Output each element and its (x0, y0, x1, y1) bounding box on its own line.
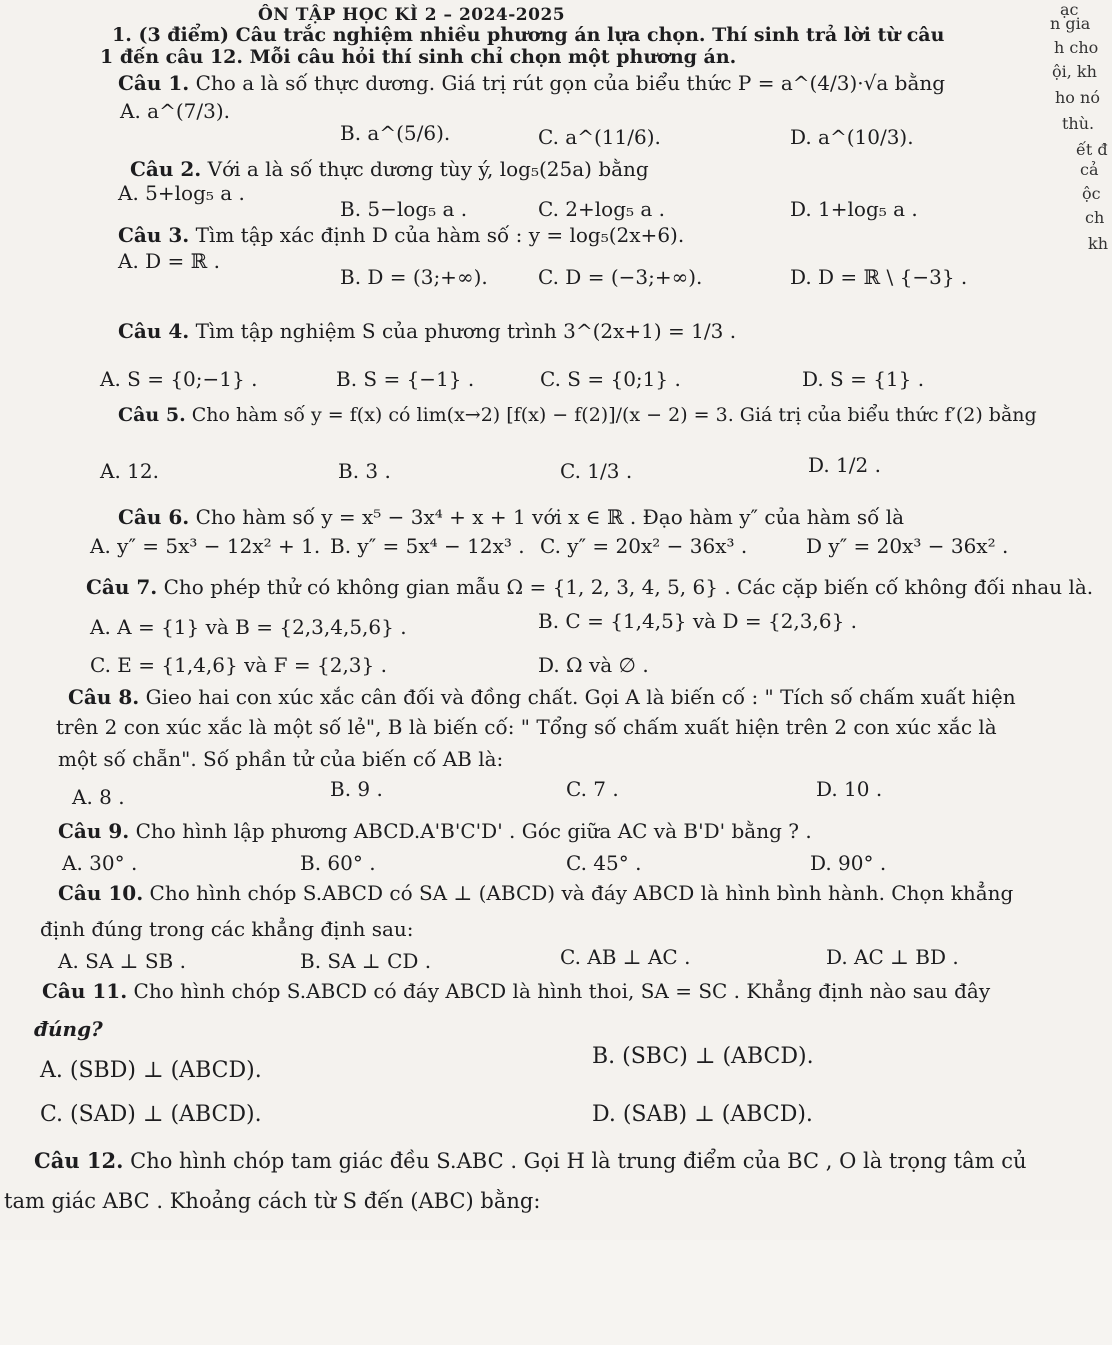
option-c[interactable]: C. (SAD) ⊥ (ABCD). (40, 1102, 262, 1127)
question-number: Câu 1. (118, 71, 190, 95)
option-a[interactable]: A. S = {0;−1} . (100, 367, 258, 391)
option-d[interactable]: D. 1+log₅ a . (790, 197, 918, 221)
option-c[interactable]: C. a^(11/6). (538, 125, 661, 149)
option-d[interactable]: D. (SAB) ⊥ (ABCD). (592, 1102, 813, 1127)
blank-area (0, 1240, 1112, 1345)
part-instructions: 1 đến câu 12. Mỗi câu hỏi thí sinh chỉ chọn một phương án. (100, 46, 737, 68)
question-12 (34, 1148, 1027, 1174)
part-heading: 1. (3 điểm) Câu trắc nghiệm nhiều phương án lựa chọn. Thí sinh trả lời từ câu (112, 24, 945, 46)
option-d[interactable]: D y″ = 20x³ − 36x² . (806, 534, 1009, 558)
question-text: Cho hàm số y = x⁵ − 3x⁴ + x + 1 với x ∈ ℝ . Đạo hàm y″ của hàm số là (195, 505, 905, 529)
question-text: Cho hình lập phương ABCD.A'B'C'D' . Góc giữa AC và B'D' bằng ? . (135, 819, 812, 843)
question-number: Câu 9. (58, 819, 130, 843)
option-b[interactable]: B. C = {1,4,5} và D = {2,3,6} . (538, 609, 858, 633)
option-a[interactable]: A. SA ⊥ SB . (58, 949, 186, 973)
edge-text: kh (1088, 234, 1108, 253)
option-b[interactable]: B. 3 . (338, 459, 391, 483)
option-a[interactable]: A. 30° . (62, 851, 138, 875)
option-d[interactable]: D. D = ℝ \ {−3} . (790, 265, 968, 289)
question-6 (118, 504, 904, 530)
option-b[interactable]: B. y″ = 5x⁴ − 12x³ . (330, 534, 525, 558)
edge-text: n gia (1050, 14, 1091, 33)
option-a[interactable]: A. (SBD) ⊥ (ABCD). (40, 1058, 262, 1083)
option-b[interactable]: B. a^(5/6). (340, 121, 451, 145)
question-10 (58, 880, 1013, 906)
question-text: Cho phép thử có không gian mẫu Ω = {1, 2, 3, 4, 5, 6} . Các cặp biến cố không đối nhau là. (163, 575, 1094, 599)
question-number: Câu 3. (118, 223, 190, 247)
page-title: ÔN TẬP HỌC KÌ 2 – 2024-2025 (258, 5, 566, 25)
option-c[interactable]: C. S = {0;1} . (540, 367, 681, 391)
question-8 (68, 684, 1016, 710)
option-b[interactable]: B. D = (3;+∞). (340, 265, 488, 289)
option-c[interactable]: C. E = {1,4,6} và F = {2,3} . (90, 653, 387, 677)
question-9 (58, 818, 812, 844)
question-text: Cho hàm số y = f(x) có lim(x→2) [f(x) − f(2)]/(x − 2) = 3. Giá trị của biểu thức f′(2) bằng (191, 404, 1037, 426)
option-d[interactable]: D. 10 . (816, 777, 883, 801)
option-b[interactable]: B. S = {−1} . (336, 367, 475, 391)
edge-text: h cho (1054, 38, 1099, 57)
question-number: Câu 4. (118, 319, 190, 343)
question-text-line: trên 2 con xúc xắc là một số lẻ", B là biến cố: " Tổng số chấm xuất hiện trên 2 con xúc xắc là (56, 715, 997, 739)
question-number: Câu 6. (118, 505, 190, 529)
option-b[interactable]: B. 60° . (300, 851, 376, 875)
edge-text: ạc (1060, 0, 1079, 19)
edge-text: ội, kh (1052, 62, 1097, 81)
edge-text: thù. (1062, 114, 1095, 133)
option-c[interactable]: C. 7 . (566, 777, 619, 801)
option-c[interactable]: C. 2+log₅ a . (538, 197, 666, 221)
question-1 (118, 70, 945, 96)
edge-text: ho nó (1055, 88, 1100, 107)
edge-text: ộc (1082, 184, 1101, 203)
option-a[interactable]: A. 8 . (72, 785, 125, 809)
question-text: Cho hình chóp S.ABCD có đáy ABCD là hình thoi, SA = SC . Khẳng định nào sau đây (133, 979, 991, 1003)
option-c[interactable]: C. 45° . (566, 851, 642, 875)
question-11 (42, 978, 990, 1004)
edge-text: ết đ (1076, 140, 1108, 159)
question-text-line: tam giác ABC . Khoảng cách từ S đến (ABC) bằng: (4, 1189, 541, 1213)
option-b[interactable]: B. (SBC) ⊥ (ABCD). (592, 1044, 814, 1069)
option-c[interactable]: C. 1/3 . (560, 459, 633, 483)
edge-text: ch (1085, 208, 1105, 227)
option-a[interactable]: A. 12. (100, 459, 159, 483)
question-number: Câu 2. (130, 157, 202, 181)
question-number: Câu 8. (68, 685, 140, 709)
question-text: Với a là số thực dương tùy ý, log₅(25a) bằng (207, 157, 649, 181)
question-text: Tìm tập xác định D của hàm số : y = log₅(2x+6). (195, 223, 685, 247)
option-d[interactable]: D. a^(10/3). (790, 125, 914, 149)
question-4 (118, 318, 736, 344)
option-a[interactable]: A. y″ = 5x³ − 12x² + 1. (90, 534, 321, 558)
question-text-line: một số chẵn". Số phần tử của biến cố AB là: (58, 747, 504, 771)
option-d[interactable]: D. AC ⊥ BD . (826, 945, 959, 969)
option-d[interactable]: D. Ω và ∅ . (538, 653, 649, 677)
question-text: Cho hình chóp tam giác đều S.ABC . Gọi H là trung điểm của BC , O là trọng tâm củ (130, 1149, 1027, 1173)
question-text: Tìm tập nghiệm S của phương trình 3^(2x+1) = 1/3 . (195, 319, 737, 343)
option-a[interactable]: A. a^(7/3). (120, 99, 230, 123)
option-c[interactable]: C. y″ = 20x² − 36x³ . (540, 534, 748, 558)
option-a[interactable]: A. 5+log₅ a . (118, 181, 245, 205)
option-d[interactable]: D. 1/2 . (808, 453, 881, 477)
edge-text: cả (1080, 160, 1099, 179)
option-c[interactable]: C. AB ⊥ AC . (560, 945, 691, 969)
option-b[interactable]: B. SA ⊥ CD . (300, 949, 432, 973)
question-text-line: đúng? (34, 1017, 103, 1041)
question-5 (118, 402, 1037, 428)
question-number: Câu 11. (42, 979, 128, 1003)
option-a[interactable]: A. D = ℝ . (118, 249, 221, 273)
option-d[interactable]: D. S = {1} . (802, 367, 925, 391)
question-3 (118, 222, 684, 248)
option-c[interactable]: C. D = (−3;+∞). (538, 265, 703, 289)
option-b[interactable]: B. 5−log₅ a . (340, 197, 468, 221)
question-number: Câu 10. (58, 881, 144, 905)
question-number: Câu 12. (34, 1148, 124, 1173)
question-number: Câu 7. (86, 575, 158, 599)
question-text: Gieo hai con xúc xắc cân đối và đồng chất. Gọi A là biến cố : " Tích số chấm xuất hiện (145, 685, 1016, 709)
question-2 (130, 156, 649, 182)
option-b[interactable]: B. 9 . (330, 777, 383, 801)
option-d[interactable]: D. 90° . (810, 851, 887, 875)
question-text: Cho a là số thực dương. Giá trị rút gọn của biểu thức P = a^(4/3)·√a bằng (195, 71, 946, 95)
question-number: Câu 5. (118, 404, 186, 426)
option-a[interactable]: A. A = {1} và B = {2,3,4,5,6} . (90, 615, 407, 639)
question-text-line: định đúng trong các khẳng định sau: (40, 917, 414, 941)
question-text: Cho hình chóp S.ABCD có SA ⊥ (ABCD) và đáy ABCD là hình bình hành. Chọn khẳng (149, 881, 1014, 905)
question-7 (86, 574, 1093, 600)
